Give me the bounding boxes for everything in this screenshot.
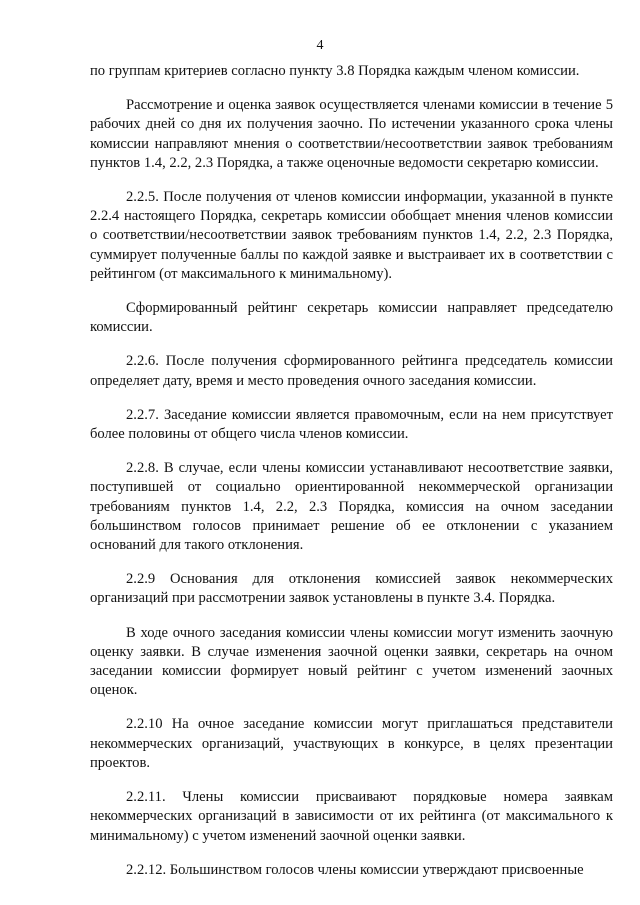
paragraph-2-2-6: 2.2.6. После получения сформированного рейтинга председатель комиссии определяет дату, время и место проведения очного заседания комиссии. [90,353,613,389]
paragraph-2-2-10: 2.2.10 На очное заседание комиссии могут приглашаться представители некоммерческих организаций, участвующих в конкурсе, в целях презентации проектов. [90,716,613,771]
paragraph-2-2-8: 2.2.8. В случае, если члены комиссии устанавливают несоответствие заявки, поступившей от социально ориентированной некоммерческой организации требованиям пунктов 1.4, 2.2, 2.3 Порядка, комиссия на очном заседании большинством голосов принимает решение об ее отклонении с указанием оснований для такого отклонения. [90,460,613,554]
paragraph-score-change: В ходе очного заседания комиссии члены комиссии могут изменить заочную оценку заявки. В случае изменения заочной оценки заявки, секретарь на очном заседании комиссии формирует новый рейтинг с учетом изменений заочных оценок. [90,624,613,699]
paragraph-2-2-11: 2.2.11. Члены комиссии присваивают порядковые номера заявкам некоммерческих организаций в зависимости от их рейтинга (от максимального к минимальному) с учетом изменений заочной оценки заявки. [90,789,613,844]
paragraph-rating-sent: Сформированный рейтинг секретарь комиссии направляет председателю комиссии. [90,300,613,336]
paragraph-2-2-5: 2.2.5. После получения от членов комиссии информации, указанной в пункте 2.2.4 настоящего Порядка, секретарь комиссии обобщает мнения членов комиссии о соответствии/несоответствии заявок требованиям пунктов 1.4, 2.2, 2.3 Порядка, суммирует полученные баллы по каждой заявке и выстраивает их в соответствии с рейтингом (от максимального к минимальному). [90,189,613,282]
paragraph-continued: по группам критериев согласно пункту 3.8 Порядка каждым членом комиссии. [90,63,580,79]
paragraph-2-2-9: 2.2.9 Основания для отклонения комиссией заявок некоммерческих организаций при рассмотрении заявок установлены в пункте 3.4. Порядка. [90,571,613,607]
paragraph-2-2-12: 2.2.12. Большинством голосов члены комиссии утверждают присвоенные [126,861,584,878]
page-number: 4 [316,38,324,53]
document-body [90,62,613,895]
paragraph-review-period: Рассмотрение и оценка заявок осуществляется членами комиссии в течение 5 рабочих дней со дня их получения заочно. По истечении указанного срока члены комиссии направляют мнения о соответствии/несоответствии заявок требованиям пунктов 1.4, 2.2, 2.3 Порядка, а также оценочные ведомости секретарю комиссии. [90,97,613,171]
paragraph-2-2-7: 2.2.7. Заседание комиссии является правомочным, если на нем присутствует более половины от общего числа членов комиссии. [90,406,613,443]
